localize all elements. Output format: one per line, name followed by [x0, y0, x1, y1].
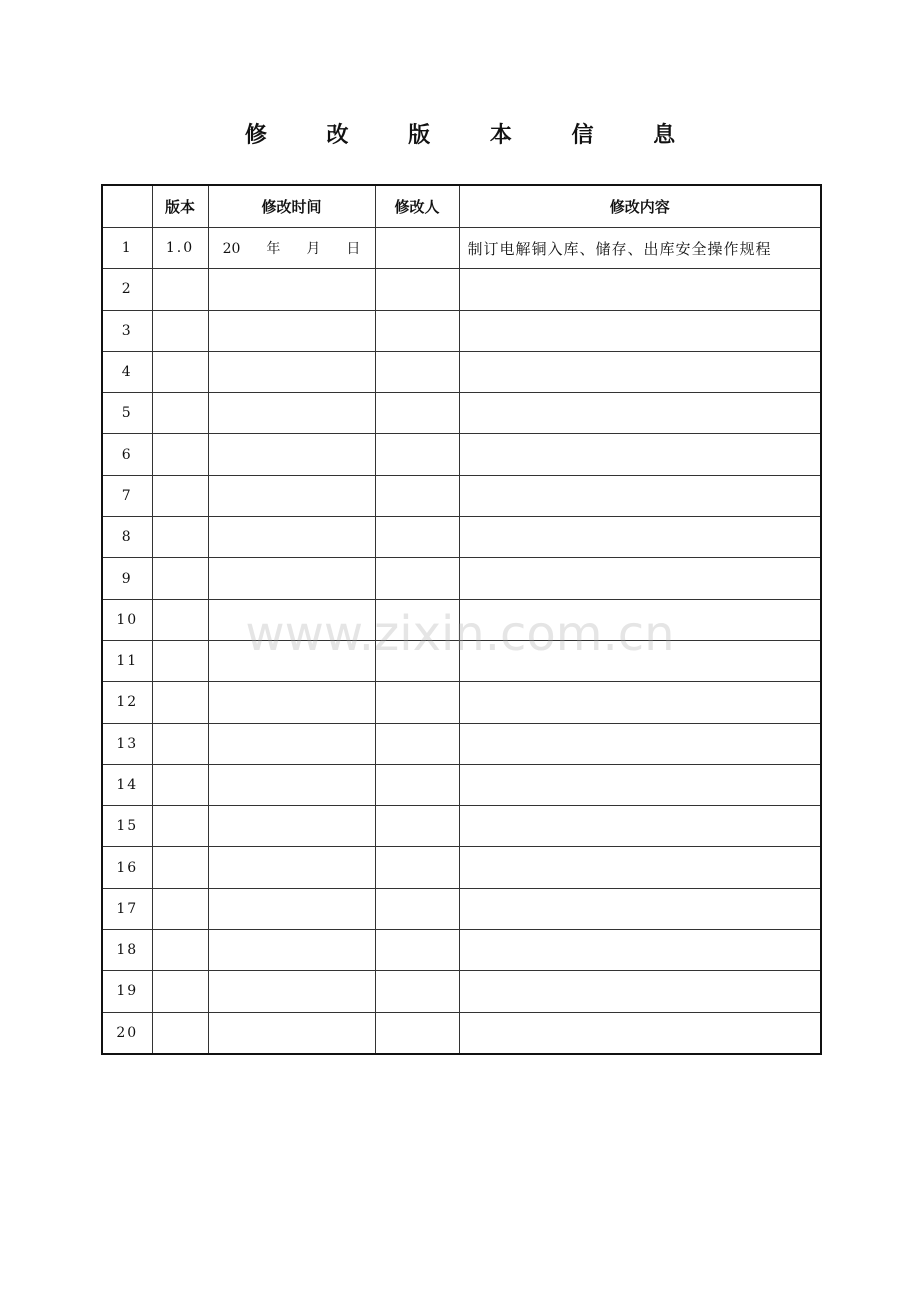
revision-date-cell [208, 475, 375, 516]
row-number: 19 [102, 971, 152, 1012]
table-body [102, 228, 821, 1055]
reviser-cell [375, 764, 459, 805]
version-cell [152, 558, 208, 599]
revision-content-cell [459, 930, 821, 971]
version-cell [152, 930, 208, 971]
revision-content-cell [459, 517, 821, 558]
version-cell [152, 764, 208, 805]
day-unit: 日 [346, 241, 361, 258]
version-cell [152, 393, 208, 434]
revision-date-cell [208, 888, 375, 929]
revision-date-cell [208, 517, 375, 558]
header-version: 版本 [152, 185, 208, 228]
version-cell [152, 971, 208, 1012]
revision-date-cell [208, 310, 375, 351]
revision-date-cell [208, 682, 375, 723]
row-number: 10 [102, 599, 152, 640]
table-row [102, 682, 821, 723]
version-cell [152, 517, 208, 558]
version-cell [152, 888, 208, 929]
revision-date-cell [208, 764, 375, 805]
table-row [102, 475, 821, 516]
table-row [102, 434, 821, 475]
table-row [102, 930, 821, 971]
table-row [102, 971, 821, 1012]
revision-date-cell [208, 640, 375, 681]
row-number: 8 [102, 517, 152, 558]
version-cell [152, 1012, 208, 1054]
revision-content-cell [459, 434, 821, 475]
reviser-cell [375, 558, 459, 599]
revision-content-cell [459, 1012, 821, 1054]
version-cell [152, 640, 208, 681]
header-number [102, 185, 152, 228]
revision-table [101, 184, 822, 1055]
table-row [102, 806, 821, 847]
version-cell [152, 351, 208, 392]
version-cell [152, 269, 208, 310]
reviser-cell [375, 723, 459, 764]
reviser-cell [375, 310, 459, 351]
revision-date-cell [208, 393, 375, 434]
reviser-cell [375, 971, 459, 1012]
version-cell [152, 434, 208, 475]
revision-content-cell [459, 764, 821, 805]
row-number: 5 [102, 393, 152, 434]
row-number: 20 [102, 1012, 152, 1054]
row-number: 14 [102, 764, 152, 805]
header-revision-content: 修改内容 [459, 185, 821, 228]
table-row [102, 723, 821, 764]
table-header-row [102, 185, 821, 228]
revision-content-cell [459, 351, 821, 392]
version-cell [152, 599, 208, 640]
reviser-cell [375, 930, 459, 971]
row-number: 11 [102, 640, 152, 681]
reviser-cell [375, 1012, 459, 1054]
month-unit: 月 [306, 241, 321, 258]
reviser-cell [375, 393, 459, 434]
row-number: 18 [102, 930, 152, 971]
header-revision-time: 修改时间 [208, 185, 375, 228]
table-row [102, 1012, 821, 1054]
reviser-cell [375, 806, 459, 847]
row-number: 17 [102, 888, 152, 929]
row-number: 3 [102, 310, 152, 351]
table-row [102, 393, 821, 434]
revision-date-cell [208, 723, 375, 764]
row-number: 9 [102, 558, 152, 599]
revision-content-cell [459, 310, 821, 351]
row-number: 1 [102, 228, 152, 269]
revision-content-cell [459, 723, 821, 764]
revision-date-cell [208, 269, 375, 310]
revision-date-cell [208, 558, 375, 599]
reviser-cell [375, 682, 459, 723]
reviser-cell [375, 475, 459, 516]
table-row [102, 351, 821, 392]
table-row [102, 847, 821, 888]
revision-content-cell [459, 599, 821, 640]
version-cell [152, 310, 208, 351]
table-row [102, 517, 821, 558]
row-number: 15 [102, 806, 152, 847]
reviser-cell [375, 351, 459, 392]
reviser-cell [375, 888, 459, 929]
page-title: 修 改 版 本 信 息 [244, 123, 702, 148]
revision-content-cell [459, 393, 821, 434]
header-reviser: 修改人 [375, 185, 459, 228]
revision-content-cell: 制订电解铜入库、储存、出库安全操作规程 [459, 228, 821, 269]
revision-date-cell [208, 351, 375, 392]
revision-date-cell [208, 971, 375, 1012]
reviser-cell [375, 847, 459, 888]
table-row [102, 599, 821, 640]
row-number: 4 [102, 351, 152, 392]
version-cell [152, 682, 208, 723]
revision-content-cell [459, 475, 821, 516]
revision-date-cell [208, 930, 375, 971]
table-row [102, 228, 821, 269]
table-row [102, 640, 821, 681]
reviser-cell [375, 640, 459, 681]
row-number: 13 [102, 723, 152, 764]
row-number: 2 [102, 269, 152, 310]
revision-content-cell [459, 806, 821, 847]
row-number: 12 [102, 682, 152, 723]
revision-date-cell [208, 434, 375, 475]
reviser-cell [375, 228, 459, 269]
reviser-cell [375, 517, 459, 558]
revision-content-cell [459, 558, 821, 599]
revision-content-cell [459, 971, 821, 1012]
row-number: 7 [102, 475, 152, 516]
reviser-cell [375, 269, 459, 310]
version-cell: 1.0 [152, 228, 208, 269]
revision-date-cell [208, 1012, 375, 1054]
table-row [102, 558, 821, 599]
version-cell [152, 847, 208, 888]
table-row [102, 269, 821, 310]
revision-content-cell [459, 640, 821, 681]
watermark: www.zixin.com.cn [245, 606, 675, 662]
revision-content-cell [459, 682, 821, 723]
table-row [102, 310, 821, 351]
revision-date-cell [208, 599, 375, 640]
version-cell [152, 723, 208, 764]
version-cell [152, 806, 208, 847]
row-number: 6 [102, 434, 152, 475]
revision-content-cell [459, 847, 821, 888]
table-row [102, 888, 821, 929]
revision-date-cell [208, 847, 375, 888]
reviser-cell [375, 434, 459, 475]
revision-date-cell [208, 806, 375, 847]
year-unit: 年 [266, 241, 281, 258]
row-number: 16 [102, 847, 152, 888]
revision-date-cell [208, 228, 375, 269]
table-row [102, 764, 821, 805]
revision-content-cell [459, 269, 821, 310]
date-year: 20 [222, 241, 241, 258]
reviser-cell [375, 599, 459, 640]
version-cell [152, 475, 208, 516]
revision-content-cell [459, 888, 821, 929]
